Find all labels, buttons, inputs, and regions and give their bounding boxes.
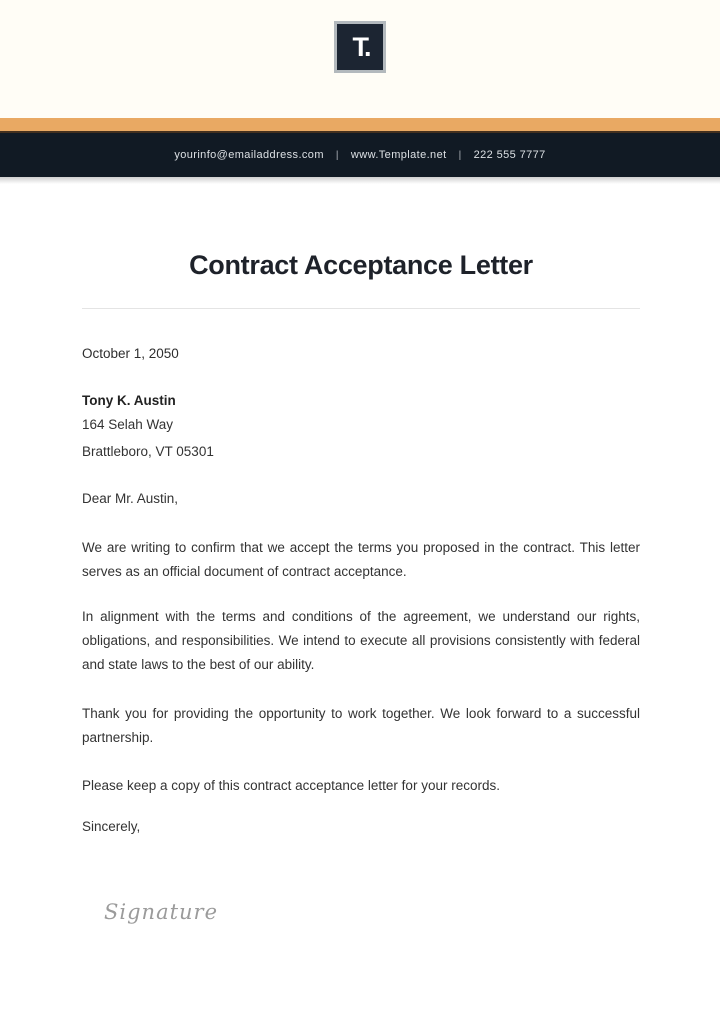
contact-separator: |: [335, 149, 339, 161]
letter-date: October 1, 2050: [82, 346, 179, 361]
brand-logo: [334, 21, 386, 73]
letter-title: Contract Acceptance Letter: [189, 250, 533, 280]
title-divider: [82, 308, 640, 309]
contact-email: yourinfo@emailaddress.com: [174, 149, 324, 161]
letter-paragraph: We are writing to confirm that we accept the terms you proposed in the contract. This letter serves as an official document of contract acceptance.: [82, 540, 640, 579]
accent-stripe: [0, 118, 720, 131]
signature-script: Signature: [104, 900, 219, 924]
contact-phone: 222 555 7777: [473, 149, 546, 161]
closing: Sincerely,: [82, 819, 141, 834]
letter-paragraph: Please keep a copy of this contract acceptance letter for your records.: [82, 778, 500, 793]
brand-logo-text: T.: [352, 31, 370, 62]
contact-bar: [0, 131, 720, 177]
contact-separator: |: [458, 149, 462, 161]
letter-body: [0, 248, 720, 926]
letter-paragraph: Thank you for providing the opportunity to work together. We look forward to a successful partnership.: [82, 706, 640, 745]
salutation: Dear Mr. Austin,: [82, 491, 179, 506]
recipient-address-line2: Brattleboro, VT 05301: [82, 444, 214, 459]
contact-website: www.Template.net: [350, 149, 447, 161]
navbar-shadow: [0, 177, 720, 184]
letterhead: [0, 0, 720, 118]
recipient-address-line1: 164 Selah Way: [82, 417, 174, 432]
letter-paragraph: In alignment with the terms and conditions of the agreement, we understand our rights, obligations, and responsibilities. We intend to execute all provisions consistently with federal and state laws to the best of our ability.: [82, 609, 640, 672]
recipient-name: Tony K. Austin: [82, 393, 176, 408]
